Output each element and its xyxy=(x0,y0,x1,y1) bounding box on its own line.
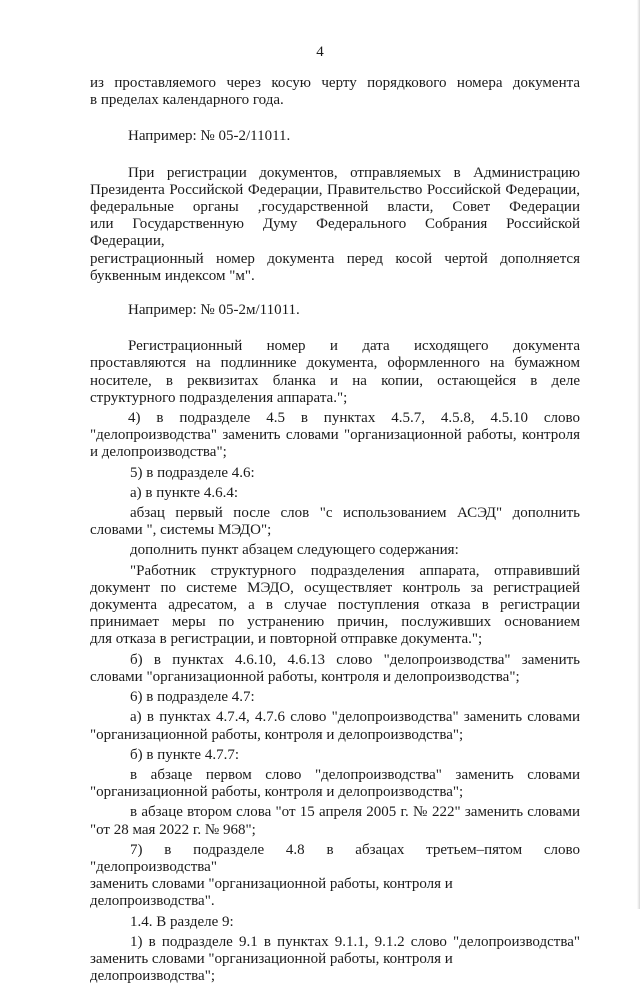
document-body xyxy=(90,75,580,985)
text-line: б) в пункте 4.7.7: xyxy=(130,746,239,763)
text-line: носителе, в реквизитах бланка и на копии, остающейся в деле xyxy=(90,372,580,389)
text-line: а) в пункте 4.6.4: xyxy=(130,484,239,501)
text-line: б) в пунктах 4.6.10, 4.6.13 слово "делопроизводства" заменить xyxy=(130,651,580,668)
text-line: документа адресатом, а в случае поступления отказа в регистрации xyxy=(90,597,580,614)
text-line: 5) в подразделе 4.6: xyxy=(130,464,255,481)
text-line: Регистрационный номер и дата исходящего документа xyxy=(128,338,580,355)
text-line: "организационной работы, контроля и делопроизводства"; xyxy=(90,784,464,801)
text-line: федеральные органы ,государственной власти, Совет Федерации xyxy=(90,199,580,216)
text-line: дополнить пункт абзацем следующего содержания: xyxy=(130,542,459,559)
text-line: словами "организационной работы, контроля и делопроизводства"; xyxy=(90,668,520,685)
text-line: а) в пунктах 4.7.4, 4.7.6 слово "делопроизводства" заменить словами xyxy=(130,709,580,726)
text-line: При регистрации документов, отправляемых в Администрацию xyxy=(128,164,580,181)
text-line: заменить словами "организационной работы, контроля и делопроизводства". xyxy=(90,876,453,910)
text-line: принимает меры по устранению причин, послуживших основанием xyxy=(90,614,580,631)
text-line: буквенным индексом "м". xyxy=(90,267,255,284)
text-line: 1) в подразделе 9.1 в пунктах 9.1.1, 9.1.2 слово "делопроизводства" xyxy=(130,933,580,950)
text-line: и делопроизводства"; xyxy=(90,444,227,461)
text-line: проставляются на подлиннике документа, оформленного на бумажном xyxy=(90,355,580,372)
text-line: 6) в подразделе 4.7: xyxy=(130,689,255,706)
text-line: "Работник структурного подразделения аппарата, отправивший xyxy=(130,562,580,579)
text-line: "делопроизводства" заменить словами "организационной работы, контроля xyxy=(90,427,580,444)
text-line: в абзаце втором слова "от 15 апреля 2005 г. № 222" заменить словами xyxy=(130,804,580,821)
text-line: Например: № 05-2м/11011. xyxy=(128,302,300,319)
page-number: 4 xyxy=(316,44,324,60)
text-line: Например: № 05-2/11011. xyxy=(128,128,291,145)
text-line: в пределах календарного года. xyxy=(90,92,284,109)
text-line: в абзаце первом слово "делопроизводства" заменить словами xyxy=(130,766,580,783)
text-line: структурного подразделения аппарата."; xyxy=(90,389,348,406)
text-line: или Государственную Думу Федерального Собрания Российской Федерации, xyxy=(90,216,580,250)
text-line: "организационной работы, контроля и делопроизводства"; xyxy=(90,726,464,743)
text-line: для отказа в регистрации, и повторной отправке документа."; xyxy=(90,631,483,648)
text-line: "от 28 мая 2022 г. № 968"; xyxy=(90,821,256,838)
text-line: регистрационный номер документа перед косой чертой дополняется xyxy=(90,250,580,267)
text-line: абзац первый после слов "с использованием АСЭД" дополнить xyxy=(130,505,580,522)
text-line: 4) в подразделе 4.5 в пунктах 4.5.7, 4.5.8, 4.5.10 слово xyxy=(128,410,580,427)
text-line: словами ", системы МЭДО"; xyxy=(90,522,272,539)
text-line: заменить словами "организационной работы, контроля и делопроизводства"; xyxy=(90,950,453,985)
text-line: 7) в подразделе 4.8 в абзацах третьем–пятом слово "делопроизводства" xyxy=(90,841,580,875)
text-line: документ по системе МЭДО, осуществляет контроль за регистрацией xyxy=(90,579,580,596)
text-line: из проставляемого через косую черту порядкового номера документа xyxy=(90,75,580,91)
text-line: Президента Российской Федерации, Правительство Российской Федерации, xyxy=(90,181,580,198)
text-line: 1.4. В разделе 9: xyxy=(130,913,234,930)
